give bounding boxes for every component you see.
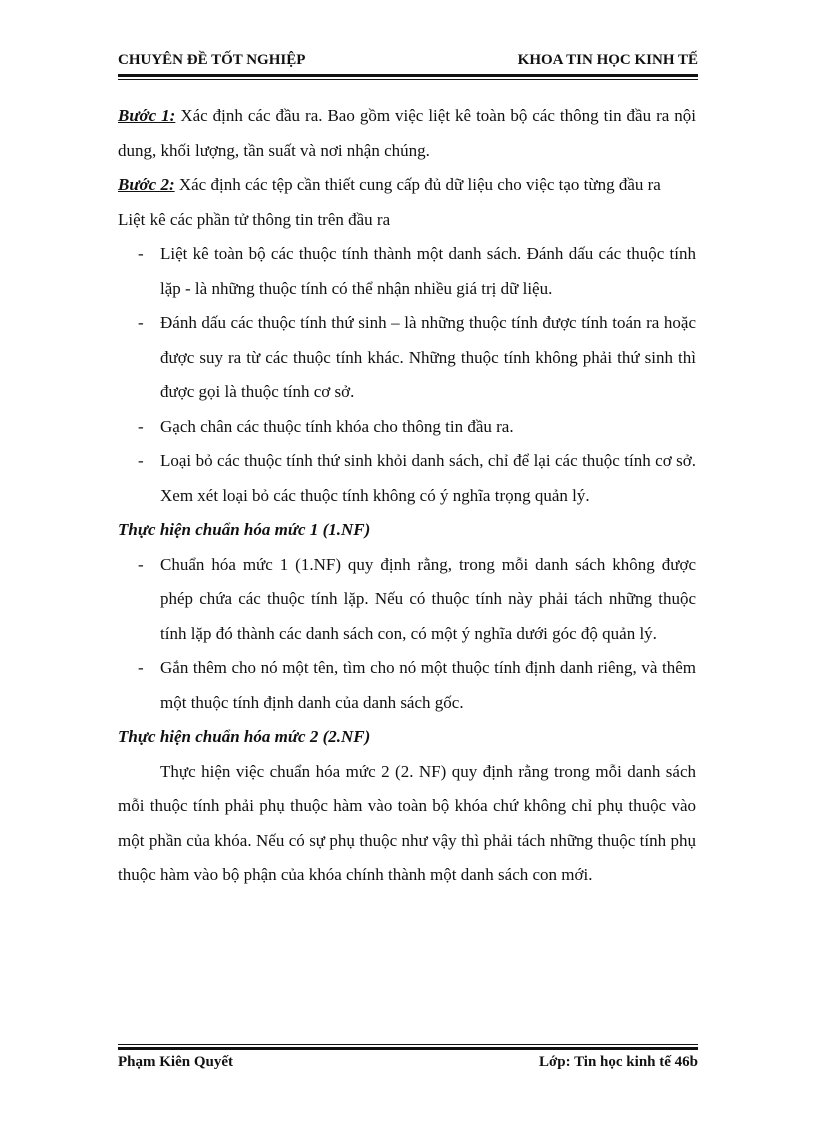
list-item-text: Gắn thêm cho nó một tên, tìm cho nó một thuộc tính định danh riêng, và thêm một thuộc tính định danh của danh sách gốc. — [160, 658, 696, 712]
step-2-label: Bước 2: — [118, 175, 175, 194]
list-item-text: Chuẩn hóa mức 1 (1.NF) quy định rằng, trong mỗi danh sách không được phép chứa các thuộc tính lặp. Nếu có thuộc tính này phải tách những thuộc tính lặp đó thành các danh sách con, có một ý nghĩa dưới góc độ quản lý. — [160, 554, 696, 643]
step-1-label: Bước 1: — [118, 106, 176, 125]
section-1-title: Thực hiện chuẩn hóa mức 1 (1.NF) — [118, 520, 371, 539]
header-left-title: CHUYÊN ĐỀ TỐT NGHIỆP — [118, 52, 306, 68]
bullet-dash: - — [138, 313, 144, 332]
list-item — [118, 548, 696, 652]
bullet-dash: - — [138, 554, 144, 574]
header-rule-thick — [118, 74, 698, 77]
footer-rule-thin — [118, 1044, 698, 1045]
bullet-dash: - — [138, 658, 144, 677]
section-2-paragraph: Thực hiện việc chuẩn hóa mức 2 (2. NF) quy định rằng trong mỗi danh sách mỗi thuộc tính phải phụ thuộc hàm vào toàn bộ khóa chứ không chỉ phụ thuộc vào một phần của khóa. Nếu có sự phụ thuộc như vậy thì phải tách những thuộc tính phụ thuộc hàm vào bộ phận của khóa chính thành một danh sách con mới. — [118, 761, 696, 884]
list-item-text: Gạch chân các thuộc tính khóa cho thông tin đầu ra. — [160, 416, 514, 436]
footer-rule-thick — [118, 1047, 698, 1050]
footer-author: Phạm Kiên Quyết — [118, 1054, 233, 1070]
header-rule-thin — [118, 79, 698, 80]
list-item — [118, 651, 696, 720]
page-header — [118, 52, 698, 72]
step-2-text: Xác định các tệp cần thiết cung cấp đủ dữ liệu cho việc tạo từng đầu ra — [174, 175, 661, 194]
list-item-text: Liệt kê toàn bộ các thuộc tính thành một danh sách. Đánh dấu các thuộc tính lặp - là những thuộc tính có thể nhận nhiều giá trị dữ liệu. — [160, 244, 696, 298]
step-2-paragraph — [118, 168, 696, 203]
list-intro: Liệt kê các phần tử thông tin trên đầu ra — [118, 209, 391, 229]
list-item — [118, 237, 696, 306]
section-2-title: Thực hiện chuẩn hóa mức 2 (2.NF) — [118, 727, 371, 746]
list-item — [118, 444, 696, 513]
header-right-title: KHOA TIN HỌC KINH TẾ — [517, 52, 698, 68]
step-1-text: Xác định các đầu ra. Bao gồm việc liệt kê toàn bộ các thông tin đầu ra nội dung, khối lượng, tần suất và nơi nhận chúng. — [118, 106, 696, 160]
list-item — [118, 410, 696, 445]
bullet-dash: - — [138, 244, 144, 263]
list-item — [118, 306, 696, 410]
list-item-text: Loại bỏ các thuộc tính thứ sinh khỏi danh sách, chỉ để lại các thuộc tính cơ sở. Xem xét loại bỏ các thuộc tính không có ý nghĩa trọng quản lý. — [160, 451, 696, 505]
step-1-paragraph — [118, 99, 696, 168]
page-footer — [118, 1054, 698, 1074]
list-item-text: Đánh dấu các thuộc tính thứ sinh – là những thuộc tính được tính toán ra hoặc được suy ra từ các thuộc tính khác. Những thuộc tính không phải thứ sinh thì được gọi là thuộc tính cơ sở. — [160, 313, 696, 401]
footer-class: Lớp: Tin học kinh tế 46b — [538, 1054, 698, 1070]
page-body — [118, 99, 696, 893]
bullet-dash: - — [138, 416, 144, 436]
bullet-dash: - — [138, 451, 144, 470]
